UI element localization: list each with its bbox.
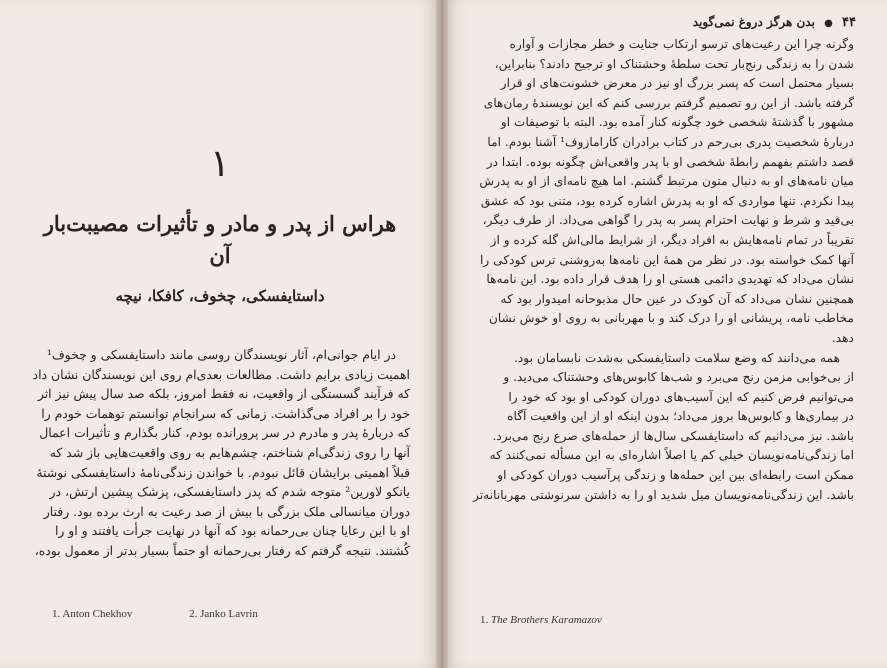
- body-line: خود را بر افراد می‌گذاشت. زمانی که سرانجام توانستم توهمات خودم را: [41, 405, 410, 421]
- left-page: [0, 0, 440, 668]
- body-line: قبلاً اهمیتی برایشان قائل نبودم. با خواندن زندگی‌نامهٔ داستایفسکی نوشتهٔ: [36, 464, 410, 480]
- body-line: او با این رعایا چنان بی‌رحمانه بود که آنها در نهایت جرأت یافتند و او را: [54, 523, 410, 539]
- body-line: بی‌قید و شرط و نهایت احترام پسر به پدر را گواهی می‌داد. از طرف دیگر،: [482, 213, 854, 228]
- body-line: دهد.: [831, 330, 854, 345]
- body-line: مخاطب نامه، پریشانی او را درک کند و با مهربانی به روی او خوش نشان: [488, 311, 854, 326]
- body-line: می‌توانیم فرض کنیم که این آسیب‌های دوران کودکی او بود که خود را: [508, 389, 854, 404]
- bullet-separator: ●: [824, 18, 833, 29]
- body-line: میان نامه‌های او به دنبال متون مرتبط گشتم. اما هیچ نامه‌ای از او به پدرش: [479, 174, 854, 189]
- body-line: اما زندگی‌نامه‌نویسان خیلی کم یا اصلاً اشاره‌ای به این مسأله نمی‌کنند که: [489, 448, 854, 463]
- body-line: تقریباً در تمام نامه‌هایش به افراد دیگر، از شرایط مالی‌اش گله کرده و از: [490, 232, 854, 247]
- body-line: آنها کمک خواسته بود. در نظر من همهٔ این نامه‌ها به‌روشنی ترس کودکی را: [480, 252, 854, 267]
- right-body-text: [473, 35, 854, 505]
- body-line: همچنین نشان می‌داد که آن کودک در عین حال مذبوحانه امیدوار بود که: [500, 291, 854, 306]
- body-line: کُشتند. نتیجه گرفتم که رفتار بی‌رحمانه او حتماً بسیار بدتر از معمول بوده،: [34, 542, 410, 558]
- body-line: ممکن است رابطه‌ای بین این حمله‌ها و زندگی پرآسیب دوران کودکی او: [497, 468, 854, 483]
- body-line: از بی‌خوابی مزمن رنج می‌برد و شب‌ها کابوس‌های وحشتناک می‌دید. و: [503, 370, 854, 385]
- footnote-title: The Brothers Karamazov: [491, 614, 602, 626]
- body-line: همه می‌دانند که وضع سلامت داستایفسکی به‌شدت نابسامان بود.: [513, 350, 840, 365]
- body-line: شدن را به زندگی رنج‌بار تحت سلطهٔ وحشتناک او ترجیح دادند؟ بنابراین،: [494, 56, 854, 71]
- running-header-title: بدن هرگز دروغ نمی‌گوید: [692, 15, 815, 29]
- chapter-subtitle: داستایفسکی، چخوف، کافکا، نیچه: [115, 287, 325, 305]
- body-line: اهمیت زیادی برایم داشت. مطالعات بعدی‌ام روی این نویسندگان نشان داد: [32, 366, 410, 382]
- running-header: [444, 15, 856, 37]
- body-line: مشهور با گذشتهٔ شخصی خود چگونه کنار آمده بود. البته با توصیفات او: [500, 115, 854, 130]
- body-line: که دربارهٔ پدر و مادرم در سر پرورانده بودم، کنار بگذارم و تأثیرات اعمال: [39, 425, 410, 441]
- body-line: در بیماری‌ها و کابوس‌ها بروز می‌داد؛ بدون اینکه او از این واقعیت آگاه: [507, 409, 854, 424]
- body-line: باشد. این زندگی‌نامه‌نویسان میل شدید او را به داشتن سرنوشتی مهربانانه‌تر: [473, 487, 854, 502]
- footnote-1: 1. Anton Chekhov: [52, 608, 133, 620]
- footnote-2: 2. Janko Lavrin: [189, 608, 258, 620]
- left-footnotes: [52, 608, 412, 620]
- body-line: بسیار محتمل است که پسر بزرگ او نیز در معرض خشونت‌های او قرار: [500, 76, 854, 91]
- body-line: آنها را روی زندگی‌ام شناختم، چشم‌هایم به روی واقعیت‌هایی باز شد که: [49, 444, 410, 460]
- body-line: یانکو لاورین² متوجه شدم که پدر داستایفسکی، پزشک پیشین ارتش، در: [49, 484, 410, 500]
- body-line: پیدا نکردم. تنها مواردی که او به پدرش اشاره کرده بود، متنی بود که عشق: [480, 193, 854, 208]
- body-line: باشد. نیز می‌دانیم که داستایفسکی سال‌ها از حمله‌های صرع رنج می‌برد.: [492, 428, 854, 443]
- body-line: قصد داشتم بفهمم رابطهٔ شخصی او با پدر واقعی‌اش چگونه بوده. ابتدا در: [486, 154, 854, 169]
- right-footnote: [480, 614, 840, 626]
- left-body-text: [32, 345, 410, 561]
- body-line: در ایام جوانی‌ام، آثار نویسندگان روسی مانند داستایفسکی و چخوف¹: [46, 347, 396, 362]
- body-line: که فرآیند گسستگی از واقعیت، نه فقط امروز، بلکه صد سال پیش نیز اثر: [37, 386, 410, 402]
- footnote-number: 1.: [480, 614, 489, 626]
- chapter-number: ۱: [209, 141, 231, 185]
- body-line: دوران میانسالی ملک بزرگی با بیش از صد رعیت به ارث برده بود. رفتار: [43, 503, 410, 519]
- body-line: نشان می‌داد که تهدیدی دائمی هستی او را هدف قرار داده بود. این نامه‌ها: [486, 272, 854, 287]
- body-line: دربارهٔ شخصیت پدری بی‌رحم در کتاب برادران کارامازوف¹ آشنا بودم. اما: [487, 134, 854, 149]
- body-line: گرفته باشد. از این رو تصمیم گرفتم بررسی کنم که این نویسندهٔ رمان‌های: [483, 95, 854, 110]
- chapter-title: هراس از پدر و مادر و تأثیرات مصیبت‌بار آن: [43, 211, 397, 268]
- book-gutter: [436, 0, 448, 668]
- page-number: ۴۴: [842, 15, 856, 30]
- body-line: وگرنه چرا این رعیت‌های ترسو ارتکاب جنایت و خطر مجازات و آواره: [509, 37, 854, 51]
